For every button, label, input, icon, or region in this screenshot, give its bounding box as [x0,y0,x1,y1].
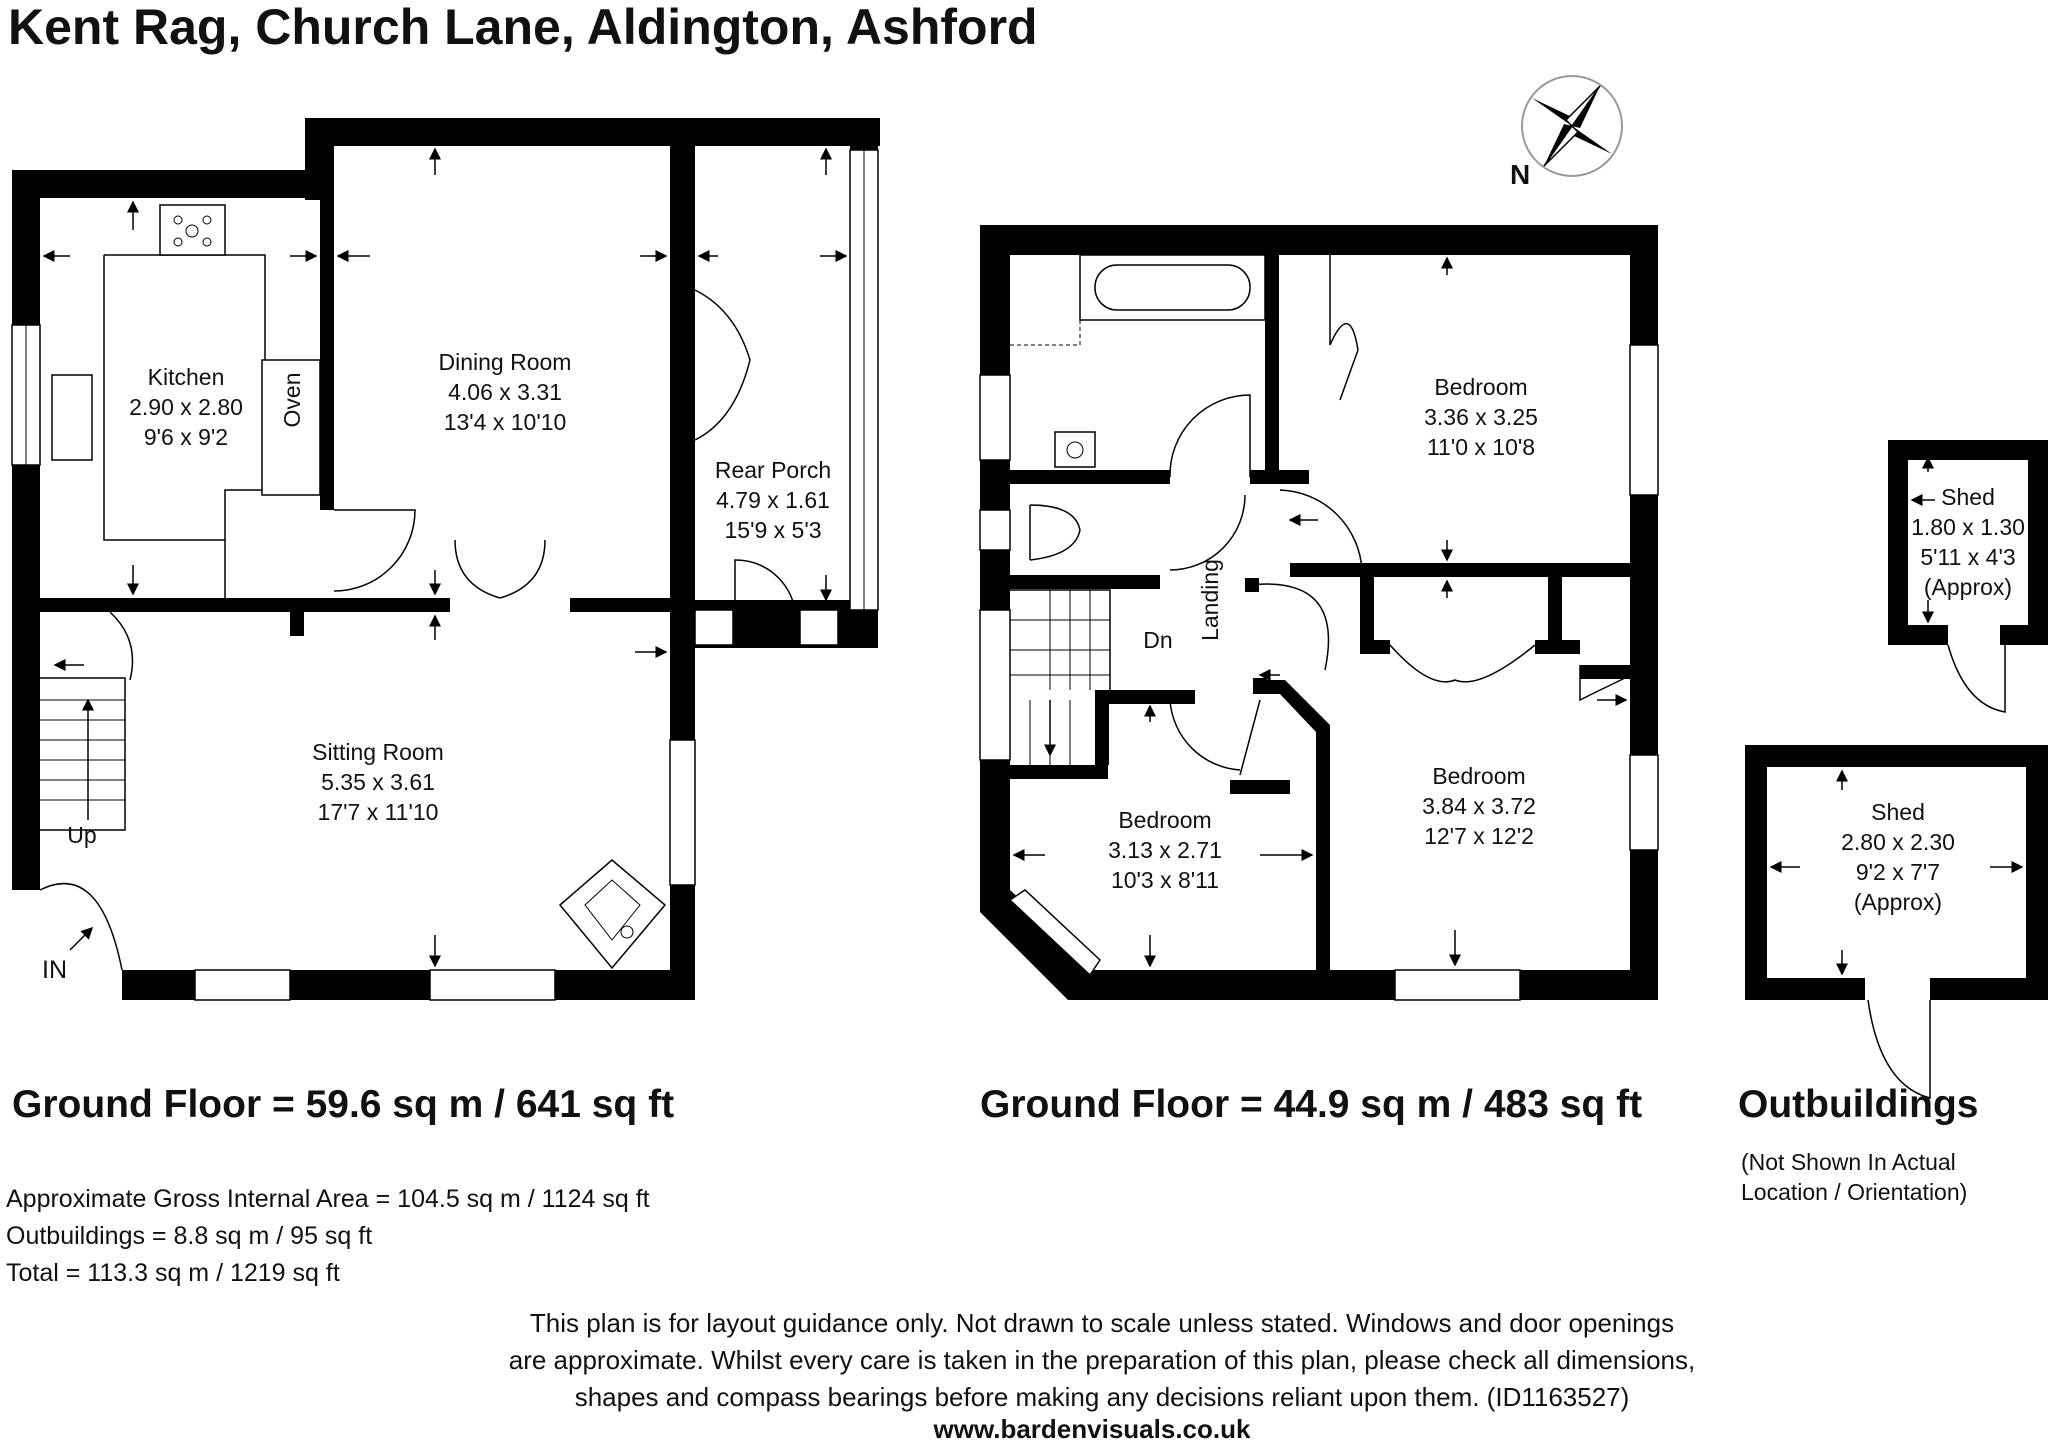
outbuildings-note-line-1: (Not Shown In Actual [1741,1149,1956,1175]
dining-room-imperial: 13'4 x 10'10 [443,409,567,435]
disclaimer-line-3: shapes and compass bearings before making any decisions reliant upon them. (ID1163527) [574,1382,1630,1412]
bedroom-2-metric: 3.84 x 3.72 [1422,793,1536,819]
small-shed-approx: (Approx) [1923,574,2013,600]
oven-label: Oven [279,372,305,428]
ground-floor-plan [12,118,880,1000]
sitting-room-name: Sitting Room [312,739,444,765]
bedroom-1-imperial: 11'0 x 10'8 [1426,434,1536,460]
bedroom-3-name: Bedroom [1118,807,1212,833]
dining-room-name: Dining Room [438,349,572,375]
kitchen-name: Kitchen [147,364,225,390]
sitting-room-imperial: 17'7 x 11'10 [317,799,439,825]
small-shed-name: Shed [1941,484,1995,510]
gross-internal-area: Approximate Gross Internal Area = 104.5 sq m / 1124 sq ft [6,1185,650,1213]
bedroom-1-name: Bedroom [1434,374,1528,400]
rear-porch-imperial: 15'9 x 5'3 [724,517,822,543]
total-area: Total = 113.3 sq m / 1219 sq ft [6,1259,340,1287]
entrance-label: IN [42,956,67,984]
ground-floor-area: Ground Floor = 59.6 sq m / 641 sq ft [12,1083,675,1126]
rear-porch-name: Rear Porch [714,457,832,483]
first-floor-area: Ground Floor = 44.9 sq m / 483 sq ft [980,1083,1643,1126]
stairs-down-label: Dn [1143,627,1173,653]
landing-label: Landing [1197,559,1223,641]
small-shed-imperial: 5'11 x 4'3 [1920,544,2016,570]
kitchen-metric: 2.90 x 2.80 [129,394,243,420]
kitchen-imperial: 9'6 x 9'2 [143,424,229,450]
compass-rose-icon [1522,76,1622,176]
page-title: Kent Rag, Church Lane, Aldington, Ashford [8,0,1038,55]
large-shed-name: Shed [1871,799,1925,825]
large-shed-metric: 2.80 x 2.30 [1841,829,1955,855]
disclaimer-line-2: are approximate. Whilst every care is taken in the preparation of this plan, please check all dimensions, [508,1345,1696,1375]
disclaimer-line-1: This plan is for layout guidance only. Not drawn to scale unless stated. Windows and door openings [529,1308,1675,1338]
first-floor-plan [980,225,1658,1000]
bedroom-3-imperial: 10'3 x 8'11 [1110,867,1220,893]
large-shed-imperial: 9'2 x 7'7 [1855,859,1941,885]
bedroom-3-metric: 3.13 x 2.71 [1108,837,1222,863]
outbuildings-area: Outbuildings = 8.8 sq m / 95 sq ft [6,1222,373,1250]
website-link[interactable]: www.bardenvisuals.co.uk [933,1414,1251,1444]
outbuildings-note-line-2: Location / Orientation) [1741,1179,1968,1205]
bedroom-2-imperial: 12'7 x 12'2 [1424,823,1534,849]
stairs-up-label: Up [67,822,97,848]
outbuildings-heading: Outbuildings [1738,1083,1979,1126]
sitting-room-metric: 5.35 x 3.61 [321,769,435,795]
large-shed-approx: (Approx) [1853,889,1943,915]
small-shed-metric: 1.80 x 1.30 [1911,514,2025,540]
compass-north-label: N [1510,159,1531,190]
rear-porch-metric: 4.79 x 1.61 [716,487,830,513]
dining-room-metric: 4.06 x 3.31 [448,379,562,405]
bedroom-2-name: Bedroom [1432,763,1526,789]
bedroom-1-metric: 3.36 x 3.25 [1424,404,1538,430]
